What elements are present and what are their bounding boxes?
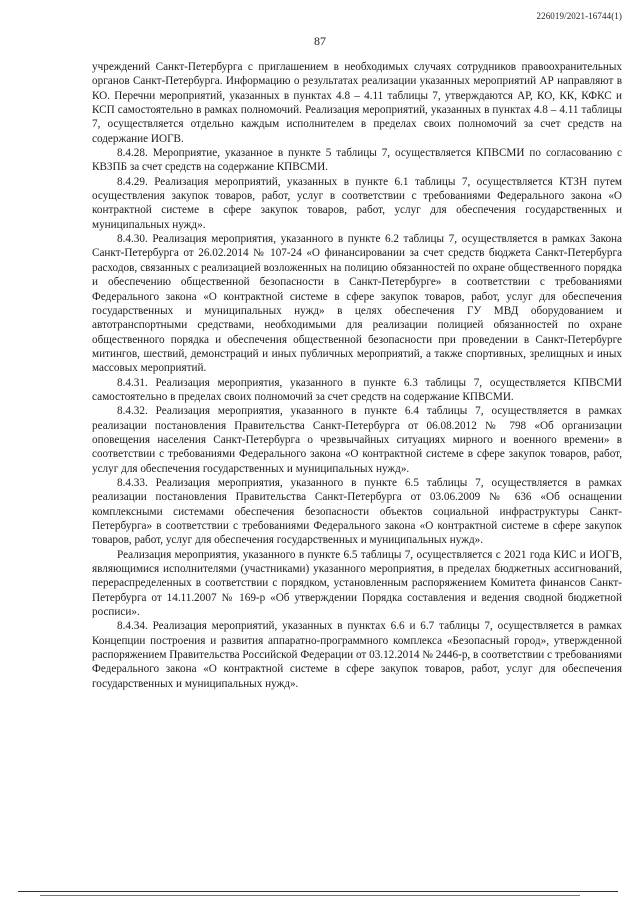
paragraph-8-4-31: 8.4.31. Реализация мероприятия, указанного в пункте 6.3 таблицы 7, осуществляется КПВСМИ самостоятельно в пределах своих полномочий за счет средств на содержание КПВСМИ. [92,376,622,403]
paragraph-8-4-29: 8.4.29. Реализация мероприятий, указанных в пункте 6.1 таблицы 7, осуществляется КТЗН путем осуществления закупок товаров, работ, услуг в соответствии с требованиями Федерального закона «О контрактной системе в сфере закупок товаров, работ, услуг для обеспечения государственных и муниципальных нужд». [92,175,622,231]
page-number: 87 [314,34,326,48]
paragraph-8-4-33-addendum: Реализация мероприятия, указанного в пункте 6.5 таблицы 7, осуществляется с 2021 года КИС и ИОГВ, являющимися исполнителями (участниками) указанного мероприятия, в пределах бюджетных ассигнований, перераспределенных в соответствии с порядком, установленным распоряжением Комитета финансов Санкт-Петербурга от 14.11.2007 № 169-р «Об утверждении Порядка составления и ведения сводной бюджетной росписи». [92,548,622,619]
bottom-scan-edge-line-faint [40,895,580,896]
bottom-scan-edge-line [18,891,618,892]
paragraph-8-4-34: 8.4.34. Реализация мероприятий, указанных в пунктах 6.6 и 6.7 таблицы 7, осуществляется в рамках Концепции построения и развития аппаратно-программного комплекса «Безопасный город», утвержденной распоряжением Правительства Российской Федерации от 03.12.2014 № 2446-р, в соответствии с требованиями Федерального закона «О контрактной системе в сфере закупок товаров, работ, услуг для обеспечения государственных и муниципальных нужд». [92,620,623,690]
paragraph-8-4-30: 8.4.30. Реализация мероприятия, указанного в пункте 6.2 таблицы 7, осуществляется в рамках Закона Санкт-Петербурга от 26.02.2014 № 107-24 «О финансировании за счет средств бюджета Санкт-Петербурга расходов, связанных с реализацией возложенных на полицию обязанностей по охране общественного порядка и обеспечению общественной безопасности в Санкт-Петербурге» в соответствии с требованиями Федерального закона «О контрактной системе в сфере закупок товаров, работ, услуг для обеспечения государственных и муниципальных нужд» в целях обеспечения ГУ МВД оборудованием и автотранспортными средствами, необходимыми для реализации полицией обязанностей по охране общественного порядка и обеспечения общественной безопасности при проведении в Санкт-Петербурге митингов, шествий, демонстраций и иных публичных мероприятий, а также спортивных, зрелищных и иных массовых мероприятий. [92,233,622,375]
paragraph-8-4-28: 8.4.28. Мероприятие, указанное в пункте 5 таблицы 7, осуществляется КПВСМИ по согласованию с КВЗПБ за счет средств на содержание КПВСМИ. [92,147,622,174]
paragraph-8-4-33: 8.4.33. Реализация мероприятия, указанного в пункте 6.5 таблицы 7, осуществляется в рамках реализации постановления Правительства Санкт-Петербурга от 03.06.2009 № 636 «Об оснащении комплексными системами обеспечения безопасности объектов социальной инфраструктуры Санкт-Петербурга» в соответствии с требованиями Федерального закона «О контрактной системе в сфере закупок товаров, работ, услуг для обеспечения государственных и муниципальных нужд». [92,476,622,547]
paragraph-continuation: учреждений Санкт-Петербурга с приглашением в необходимых случаях сотрудников правоохранительных органов Санкт-Петербурга. Информацию о результатах реализации указанных мероприятий АР направляют в КО. Перечни мероприятий, указанных в пунктах 4.8 – 4.11 таблицы 7, утверждаются АР, КО, КК, КФКС и КСП самостоятельно в рамках полномочий. Реализация мероприятий, указанных в пунктах 4.8 – 4.11 таблицы 7, осуществляется отдельно каждым исполнителем в пределах своих полномочий за счет средств на содержание ИОГВ. [92,61,622,145]
document-body [92,60,622,691]
document-registration-number: 226019/2021-16744(1) [536,11,622,21]
paragraph-8-4-32: 8.4.32. Реализация мероприятия, указанного в пункте 6.4 таблицы 7, осуществляется в рамках реализации постановления Правительства Санкт-Петербурга от 06.08.2012 № 798 «Об организации оповещения населения Санкт-Петербурга о чрезвычайных ситуациях мирного и военного времени» в соответствии с требованиями Федерального закона «О контрактной системе в сфере закупок товаров, работ, услуг для обеспечения государственных и муниципальных нужд». [92,405,622,475]
